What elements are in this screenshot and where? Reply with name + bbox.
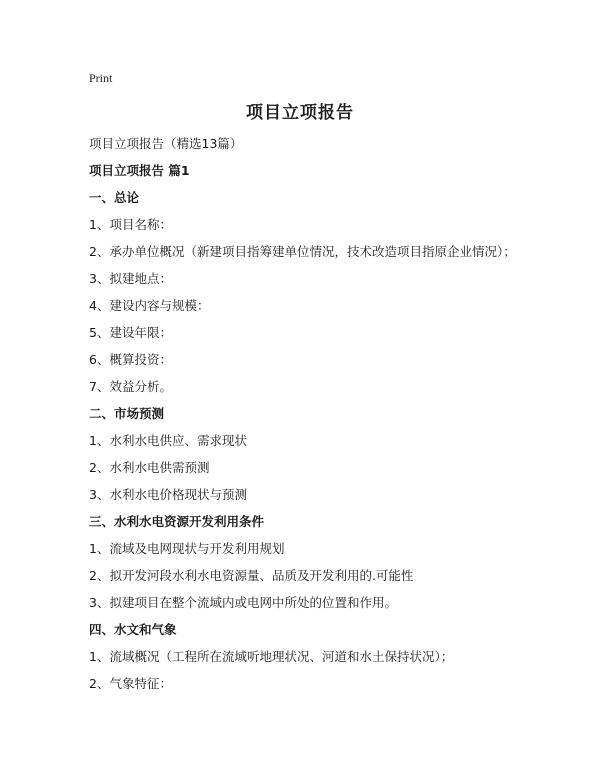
section-heading: 四、水文和气象 bbox=[89, 622, 177, 637]
list-item: 2、气象特征： bbox=[89, 676, 172, 691]
section-heading: 一、总论 bbox=[89, 190, 140, 205]
list-item: 1、水利水电供应、需求现状 bbox=[89, 433, 247, 448]
list-item: 2、承办单位概况（新建项目指筹建单位情况，技术改造项目指原企业情况）； bbox=[89, 244, 516, 259]
list-item: 1、项目名称： bbox=[89, 217, 172, 232]
section-heading: 项目立项报告 篇1 bbox=[89, 163, 190, 178]
list-item: 2、水利水电供需预测 bbox=[89, 460, 210, 475]
page-title: 项目立项报告 bbox=[246, 103, 354, 123]
list-item: 2、拟开发河段水利水电资源量、品质及开发利用的.可能性 bbox=[89, 568, 414, 583]
section-heading: 二、市场预测 bbox=[89, 406, 165, 421]
list-item: 1、流域及电网现状与开发利用规划 bbox=[89, 541, 285, 556]
list-item: 4、建设内容与规模： bbox=[89, 298, 210, 313]
print-link[interactable]: Print bbox=[89, 71, 113, 85]
list-item: 7、效益分析。 bbox=[89, 379, 172, 394]
list-item: 3、水利水电价格现状与预测 bbox=[89, 487, 247, 502]
list-item: 5、建设年限： bbox=[89, 325, 172, 340]
section-heading: 三、水利水电资源开发利用条件 bbox=[89, 514, 265, 529]
list-item: 3、拟建地点： bbox=[89, 271, 172, 286]
subtitle-line: 项目立项报告（精选13篇） bbox=[89, 136, 243, 151]
list-item: 3、拟建项目在整个流域内或电网中所处的位置和作用。 bbox=[89, 595, 397, 610]
list-item: 6、概算投资： bbox=[89, 352, 172, 367]
list-item: 1、流域概况（工程所在流域听地理状况、河道和水土保持状况）； bbox=[89, 649, 454, 664]
